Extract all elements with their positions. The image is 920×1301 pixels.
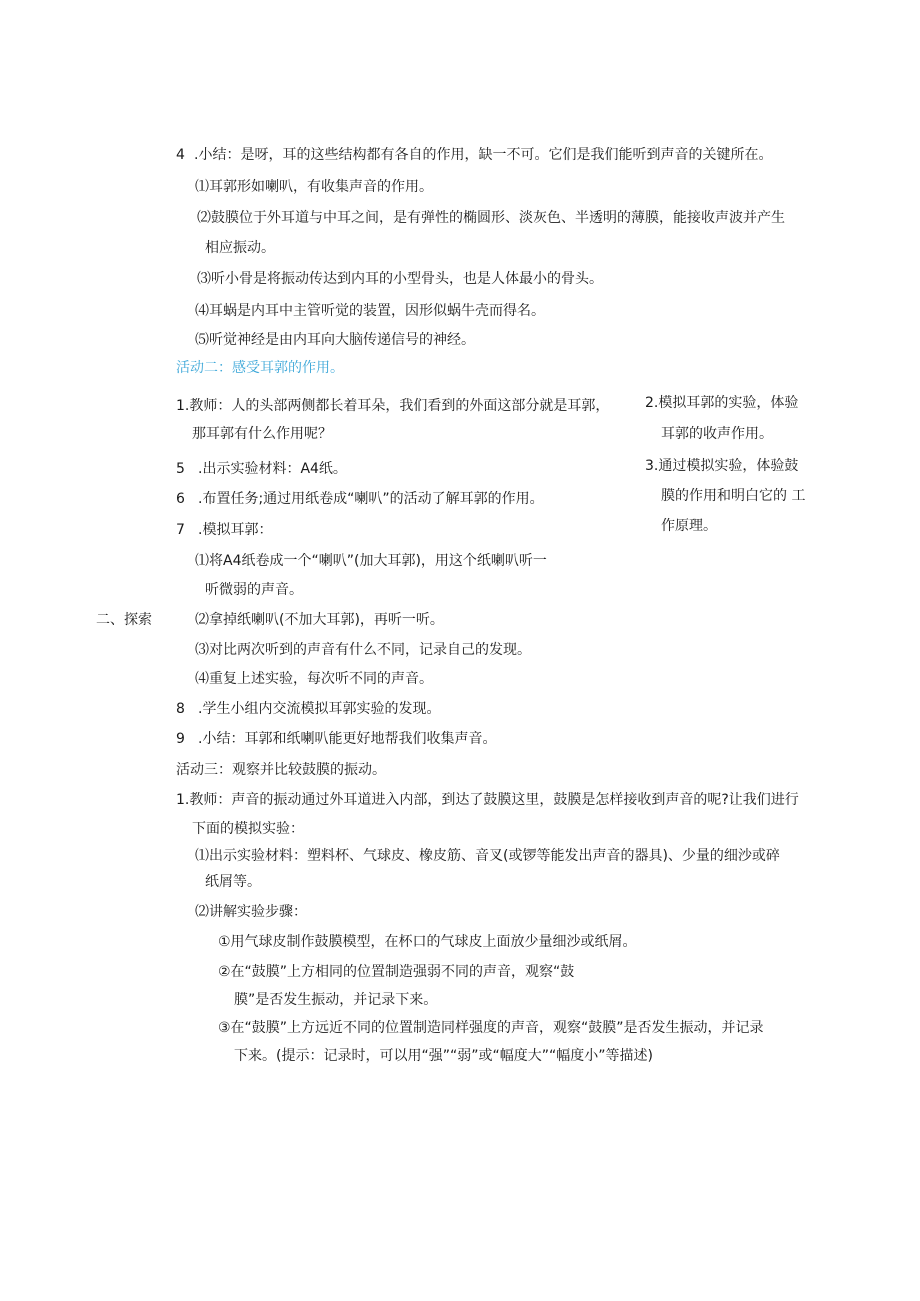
summary-item-1: ⑴耳郭形如喇叭，有收集声音的作用。 <box>195 179 433 195</box>
activity-3-circle-2: ②在“鼓膜”上方相同的位置制造强弱不同的声音，观察“鼓 <box>218 964 575 980</box>
item-number: 5 <box>176 461 185 477</box>
side-note-3-cont-2: 作原理。 <box>661 518 717 534</box>
summary-item-5: ⑸听觉神经是由内耳向大脑传递信号的神经。 <box>195 332 475 348</box>
summary-item-4: ⑷耳蜗是内耳中主管听觉的装置，因形似蜗牛壳而得名。 <box>195 303 545 319</box>
activity-2-step-8 <box>176 700 440 718</box>
side-note-2-cont: 耳郭的收声作用。 <box>661 426 773 442</box>
activity-2-step-1-cont: 那耳郭有什么作用呢？ <box>192 426 332 442</box>
side-note-2: 2.模拟耳郭的实验，体验 <box>645 395 799 411</box>
activity-3-step-1: 1.教师：声音的振动通过外耳道进入内部，到达了鼓膜这里，鼓膜是怎样接收到声音的呢?让我们进行 <box>176 792 799 808</box>
activity-2-sub-1: ⑴将A4纸卷成一个“喇叭”(加大耳郭)，用这个纸喇叭听一 <box>195 553 547 569</box>
step-text: .学生小组内交流模拟耳郭实验的发现。 <box>198 701 441 717</box>
summary-item-2: ⑵鼓膜位于外耳道与中耳之间，是有弹性的椭圆形、淡灰色、半透明的薄膜，能接收声波并产生 <box>197 210 785 226</box>
side-note-3-cont-1: 膜的作用和明白它的 工 <box>661 488 806 504</box>
activity-2-sub-2: ⑵拿掉纸喇叭(不加大耳郭)，再听一听。 <box>195 612 444 628</box>
activity-3-sub-1-cont: 纸屑等。 <box>205 874 261 890</box>
item-number: 4 <box>176 147 185 163</box>
item-number: 8 <box>176 701 185 717</box>
step-text: .布置任务;通过用纸卷成“喇叭”的活动了解耳郭的作用。 <box>198 491 544 507</box>
activity-2-sub-4: ⑷重复上述实验，每次听不同的声音。 <box>195 671 433 687</box>
item-number: 6 <box>176 491 185 507</box>
summary-text: .小结：是呀，耳的这些结构都有各自的作用，缺一不可。它们是我们能听到声音的关键所在。 <box>194 147 773 163</box>
item-number: 9 <box>176 731 185 747</box>
activity-2-step-9 <box>176 730 496 748</box>
activity-3-sub-2: ⑵讲解实验步骤： <box>195 904 307 920</box>
activity-3-title: 活动三：观察并比较鼓膜的振动。 <box>176 762 386 778</box>
step-text: .模拟耳郭： <box>198 522 273 538</box>
activity-3-circle-1: ①用气球皮制作鼓膜模型，在杯口的气球皮上面放少量细沙或纸屑。 <box>218 934 637 950</box>
activity-2-step-1: 1.教师：人的头部两侧都长着耳朵，我们看到的外面这部分就是耳郭， <box>176 398 610 414</box>
summary-item-3: ⑶听小骨是将振动传达到内耳的小型骨头，也是人体最小的骨头。 <box>197 271 603 287</box>
activity-2-step-5 <box>176 460 347 478</box>
step-text: .出示实验材料：A4纸。 <box>198 461 347 477</box>
side-note-3: 3.通过模拟实验，体验鼓 <box>645 458 799 474</box>
summary-item-2-cont: 相应振动。 <box>205 240 275 256</box>
activity-2-sub-1-cont: 听微弱的声音。 <box>205 582 303 598</box>
step-text: .小结：耳郭和纸喇叭能更好地帮我们收集声音。 <box>198 731 497 747</box>
activity-2-step-7 <box>176 521 272 539</box>
activity-3-step-1-cont: 下面的模拟实验： <box>192 821 304 837</box>
activity-3-sub-1: ⑴出示实验材料：塑料杯、气球皮、橡皮筋、音叉(或锣等能发出声音的器具)、少量的细沙或碎 <box>195 848 780 864</box>
item-number: 7 <box>176 522 185 538</box>
activity-2-sub-3: ⑶对比两次听到的声音有什么不同，记录自己的发现。 <box>195 642 531 658</box>
summary-4-line <box>176 146 772 164</box>
activity-2-title: 活动二：感受耳郭的作用。 <box>176 360 344 376</box>
activity-2-step-6 <box>176 490 544 508</box>
activity-3-circle-2-cont: 膜”是否发生振动，并记录下来。 <box>234 992 438 1008</box>
activity-3-circle-3-cont: 下来。(提示：记录时，可以用“强”“弱”或“幅度大”“幅度小”等描述) <box>234 1048 653 1064</box>
section-label-explore: 二、探索 <box>96 612 152 628</box>
activity-3-circle-3: ③在“鼓膜”上方远近不同的位置制造同样强度的声音，观察“鼓膜”是否发生振动，并记录 <box>218 1020 764 1036</box>
